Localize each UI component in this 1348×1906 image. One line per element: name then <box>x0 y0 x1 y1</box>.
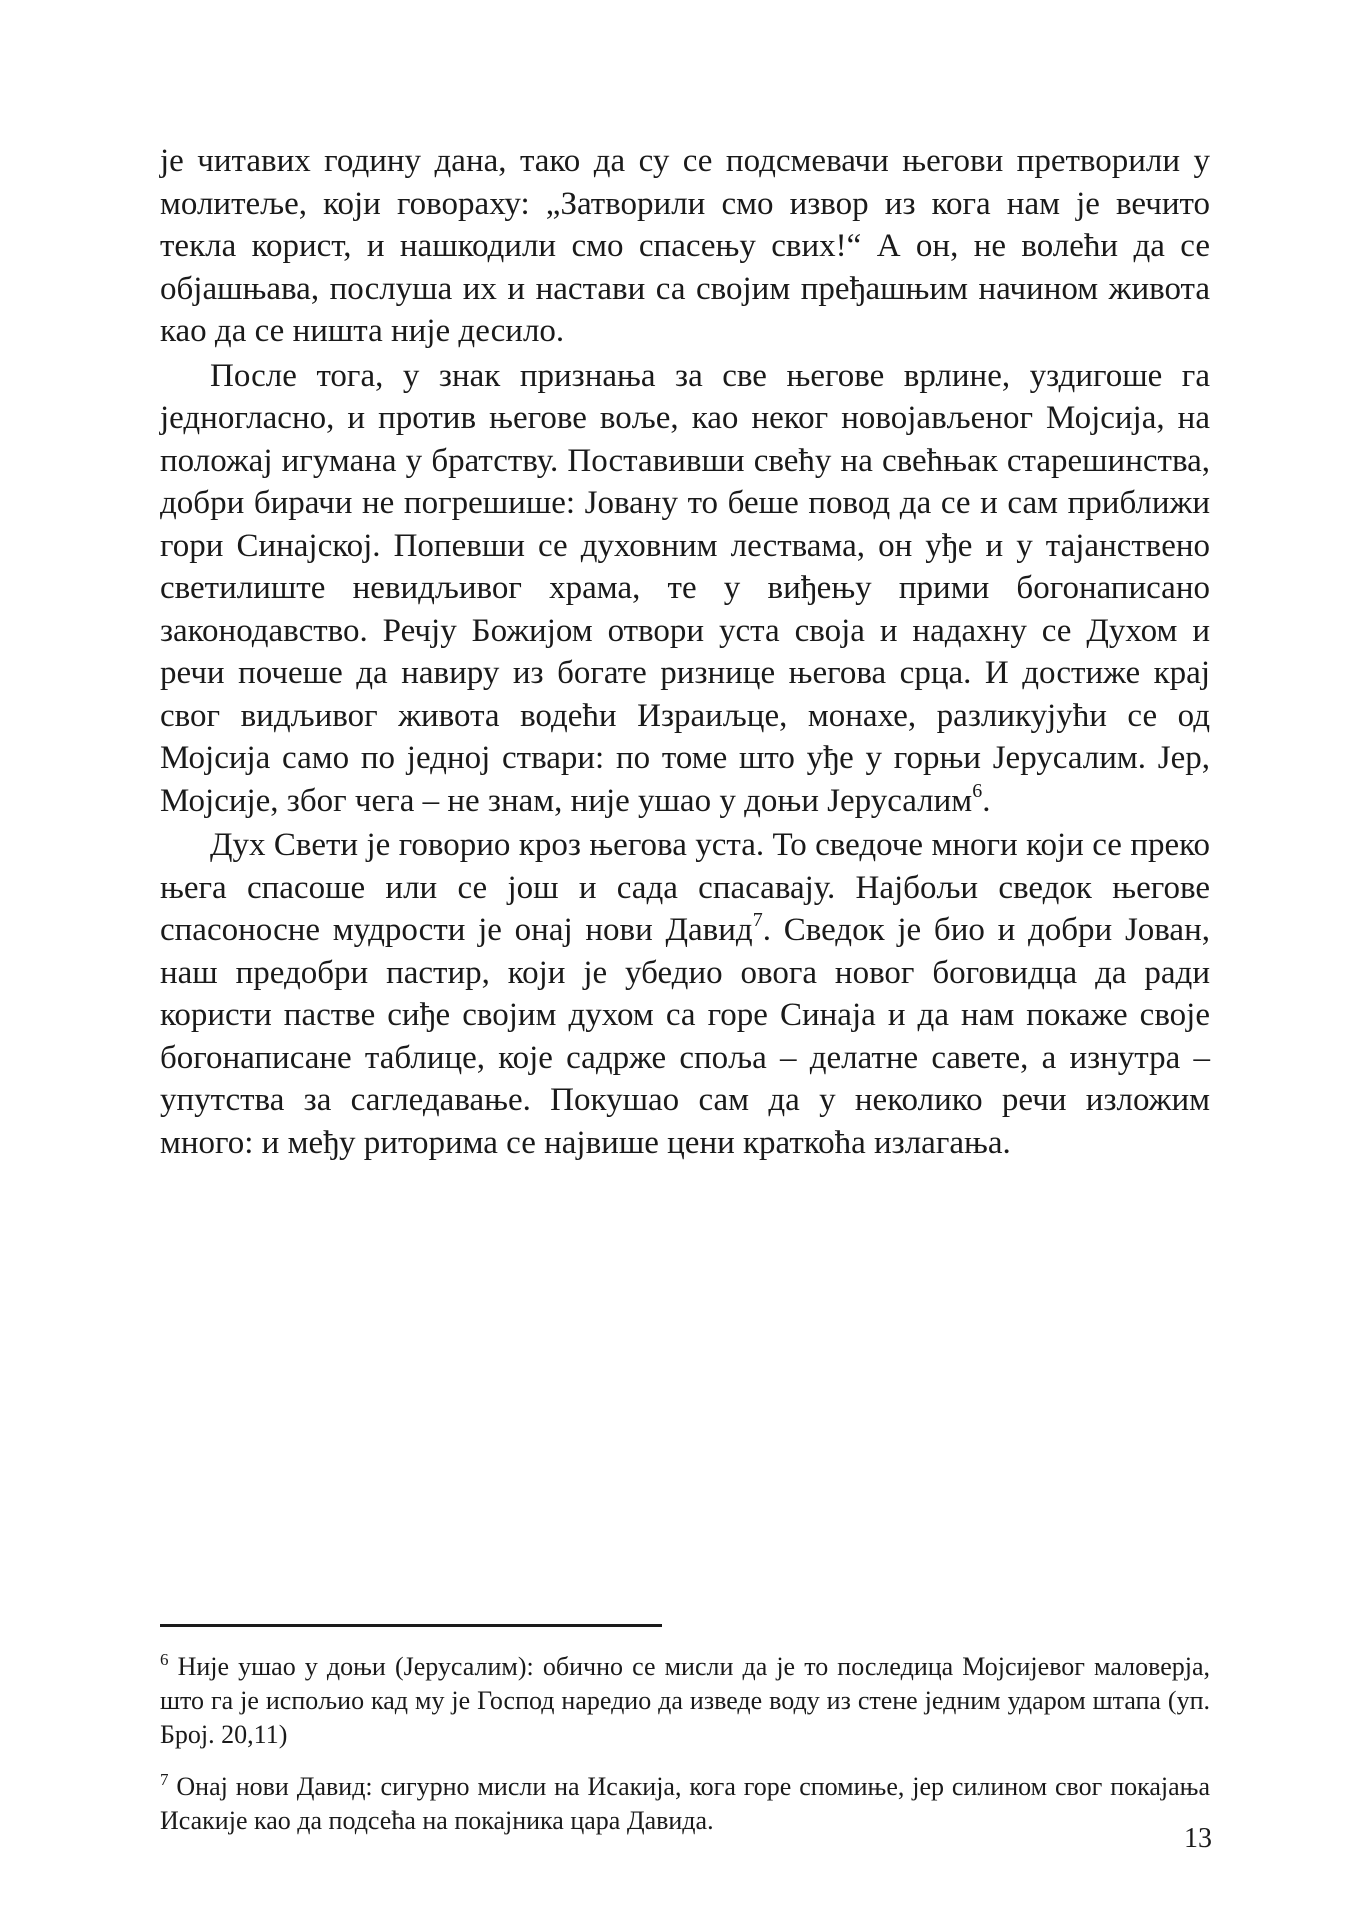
footnote-6-text: Није ушао у доњи (Јерусалим): обично се мисли да је то последица Мојсијевог маловерја, што га је испољио кад му је Господ наредио да изведе воду из стене једним ударом штапа (уп. Број. 20,11) <box>160 1652 1210 1749</box>
paragraph-1 <box>160 140 1210 353</box>
footnote-6 <box>160 1650 1210 1752</box>
paragraph-3-text-a: Дух Свети је говорио кроз његова уста. То сведоче многи који се преко њега спасоше или се још и сада спасавају. Најбољи сведок његове спасоносне мудрости је онај нови Давид <box>160 827 1210 948</box>
footnote-7 <box>160 1770 1210 1838</box>
main-text <box>160 140 1210 1166</box>
paragraph-1-text: је читавих годину дана, тако да су се подсмевачи његови претворили у молитеље, који говораху: „Затворили смо извор из кога нам је вечито текла корист, и нашкодили смо спасењу свих!“ А он, не волећи да се објашњава, послуша их и настави са својим пређашњим начином живота као да се ништа није десило. <box>160 143 1210 349</box>
paragraph-2 <box>160 355 1210 823</box>
footnote-ref-6[interactable]: 6 <box>972 779 983 802</box>
footnotes <box>160 1650 1210 1856</box>
page-number: 13 <box>1184 1823 1212 1854</box>
paragraph-3 <box>160 824 1210 1164</box>
footnote-7-text: Онај нови Давид: сигурно мисли на Исакија, кога горе спомиње, јер силином свог покајања Исакије као да подсећа на покајника цара Давида. <box>160 1772 1210 1835</box>
paragraph-2-end: . <box>982 782 991 819</box>
footnote-ref-7[interactable]: 7 <box>752 909 763 931</box>
footnote-marker-7: 7 <box>160 1770 169 1789</box>
paragraph-2-text: После тога, у знак признања за све његове врлине, уздигоше га једногласно, и против његове воље, као неког новојављеног Мојсија, на положај игумана у братству. Поставивши свећу на свећњак старешинства, добри бирачи не погрешише: Јовану то беше повод да се и сам приближи гори Синајској. Попевши се духовним лествама, он уђе и у тајанствено светилиште невидљивог храма, те у виђењу прими богонаписано законодавство. Речју Божијом отвори уста своја и надахну се Духом и речи почеше да навиру из богате ризнице његова срца. И достиже крај свог видљивог живота водећи Израиљце, монахе, разликујући се од Мојсија само по једној ствари: по томе што уђе у горњи Јерусалим. Јер, Мојсије, због чега – не знам, није ушао у доњи Јерусалим <box>160 357 1210 819</box>
paragraph-3-text-b: . Сведок је био и добри Јован, наш предобри пастир, који је убедио овога новог боговидца да ради користи пастве сиђе својим духом са горе Синаја и да нам покаже своје богонаписане таблице, које садрже споља – делатне савете, а изнутра – упутства за сагледавање. Покушао сам да у неколико речи изложим много: и међу риторима се највише цени краткоћа излагања. <box>160 912 1210 1161</box>
footnote-marker-6: 6 <box>160 1650 169 1669</box>
footnote-separator <box>160 1624 662 1627</box>
